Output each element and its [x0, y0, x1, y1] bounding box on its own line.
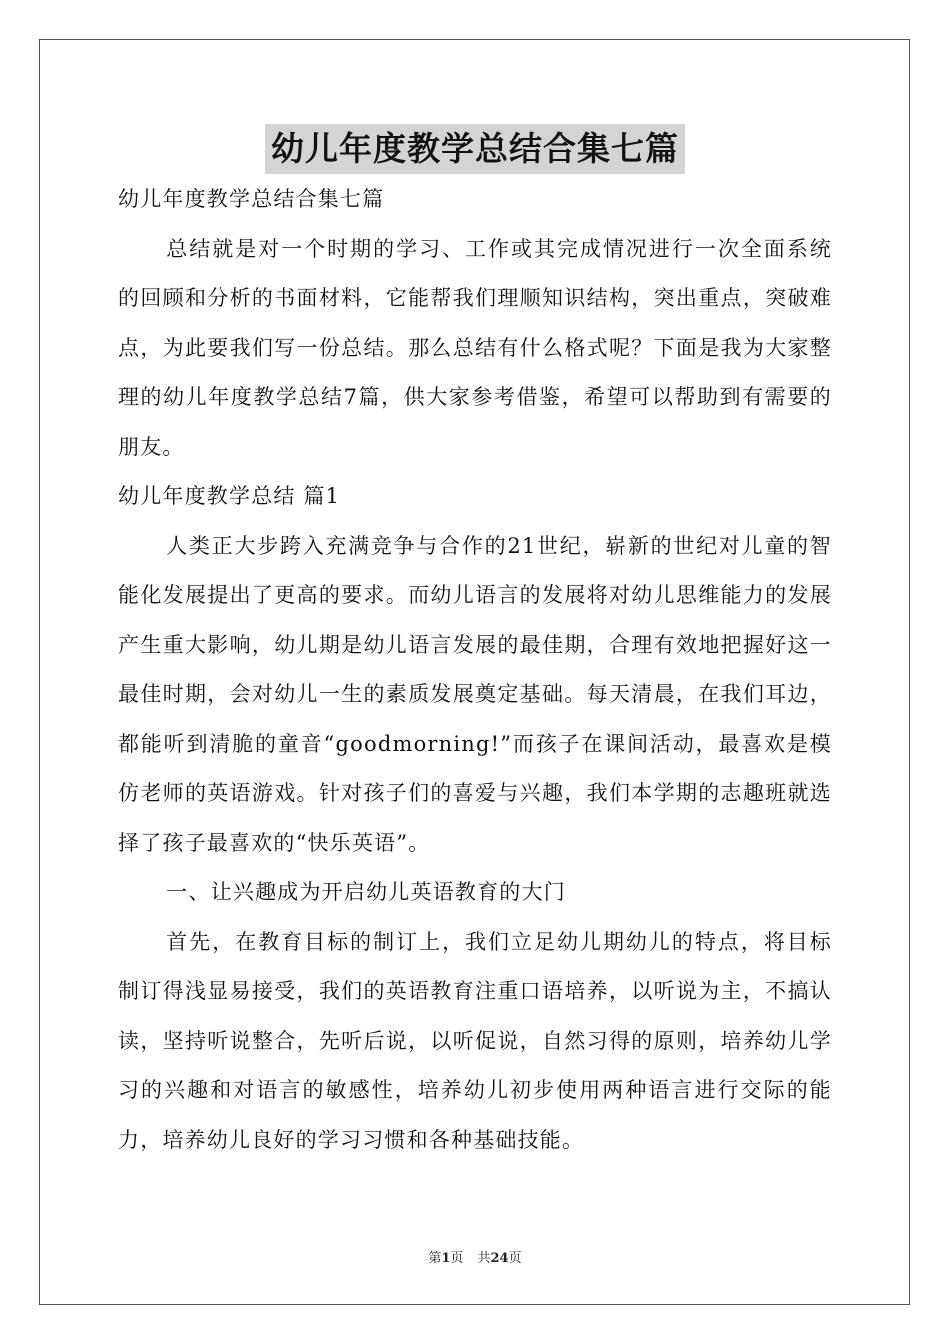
page-footer [0, 1247, 950, 1266]
body-paragraph: 人类正大步跨入充满竞争与合作的21世纪，崭新的世纪对儿童的智能化发展提出了更高的要求。而幼儿语言的发展将对幼儿思维能力的发展产生重大影响，幼儿期是幼儿语言发展的最佳期，合理有效地把握好这一最佳时期，会对幼儿一生的素质发展奠定基础。每天清晨，在我们耳边，都能听到清脆的童音“goodmorning!”而孩子在课间活动，最喜欢是模仿老师的英语游戏。针对孩子们的喜爱与兴趣，我们本学期的志趣班就选择了孩子最喜欢的“快乐英语”。 [118, 533, 832, 855]
subtitle-paragraph: 幼儿年度教学总结合集七篇 [118, 187, 385, 211]
section-heading: 幼儿年度教学总结 篇1 [118, 484, 341, 508]
document-body [118, 175, 832, 1165]
document-title: 幼儿年度教学总结合集七篇 [265, 124, 685, 174]
intro-paragraph: 总结就是对一个时期的学习、工作或其完成情况进行一次全面系统的回顾和分析的书面材料，它能帮我们理顺知识结构，突出重点，突破难点，为此要我们写一份总结。那么总结有什么格式呢？下面是我为大家整理的幼儿年度教学总结7篇，供大家参考借鉴，希望可以帮助到有需要的朋友。 [118, 236, 832, 459]
footer-page-suffix: 页 [450, 1251, 464, 1266]
current-page-number: 1 [441, 1251, 451, 1266]
document-title-wrap [0, 124, 950, 174]
subsection-heading: 一、让兴趣成为开启幼儿英语教育的大门 [166, 880, 566, 904]
footer-total-suffix: 页 [508, 1251, 522, 1266]
total-page-count: 24 [490, 1251, 509, 1266]
footer-prefix: 第 [428, 1251, 442, 1266]
body-paragraph: 首先，在教育目标的制订上，我们立足幼儿期幼儿的特点，将目标制订得浅显易接受，我们的英语教育注重口语培养，以听说为主，不搞认读，坚持听说整合，先听后说，以听促说，自然习得的原则，培养幼儿学习的兴趣和对语言的敏感性，培养幼儿初步使用两种语言进行交际的能力，培养幼儿良好的学习习惯和各种基础技能。 [118, 929, 832, 1152]
footer-total-prefix: 共 [477, 1251, 491, 1266]
